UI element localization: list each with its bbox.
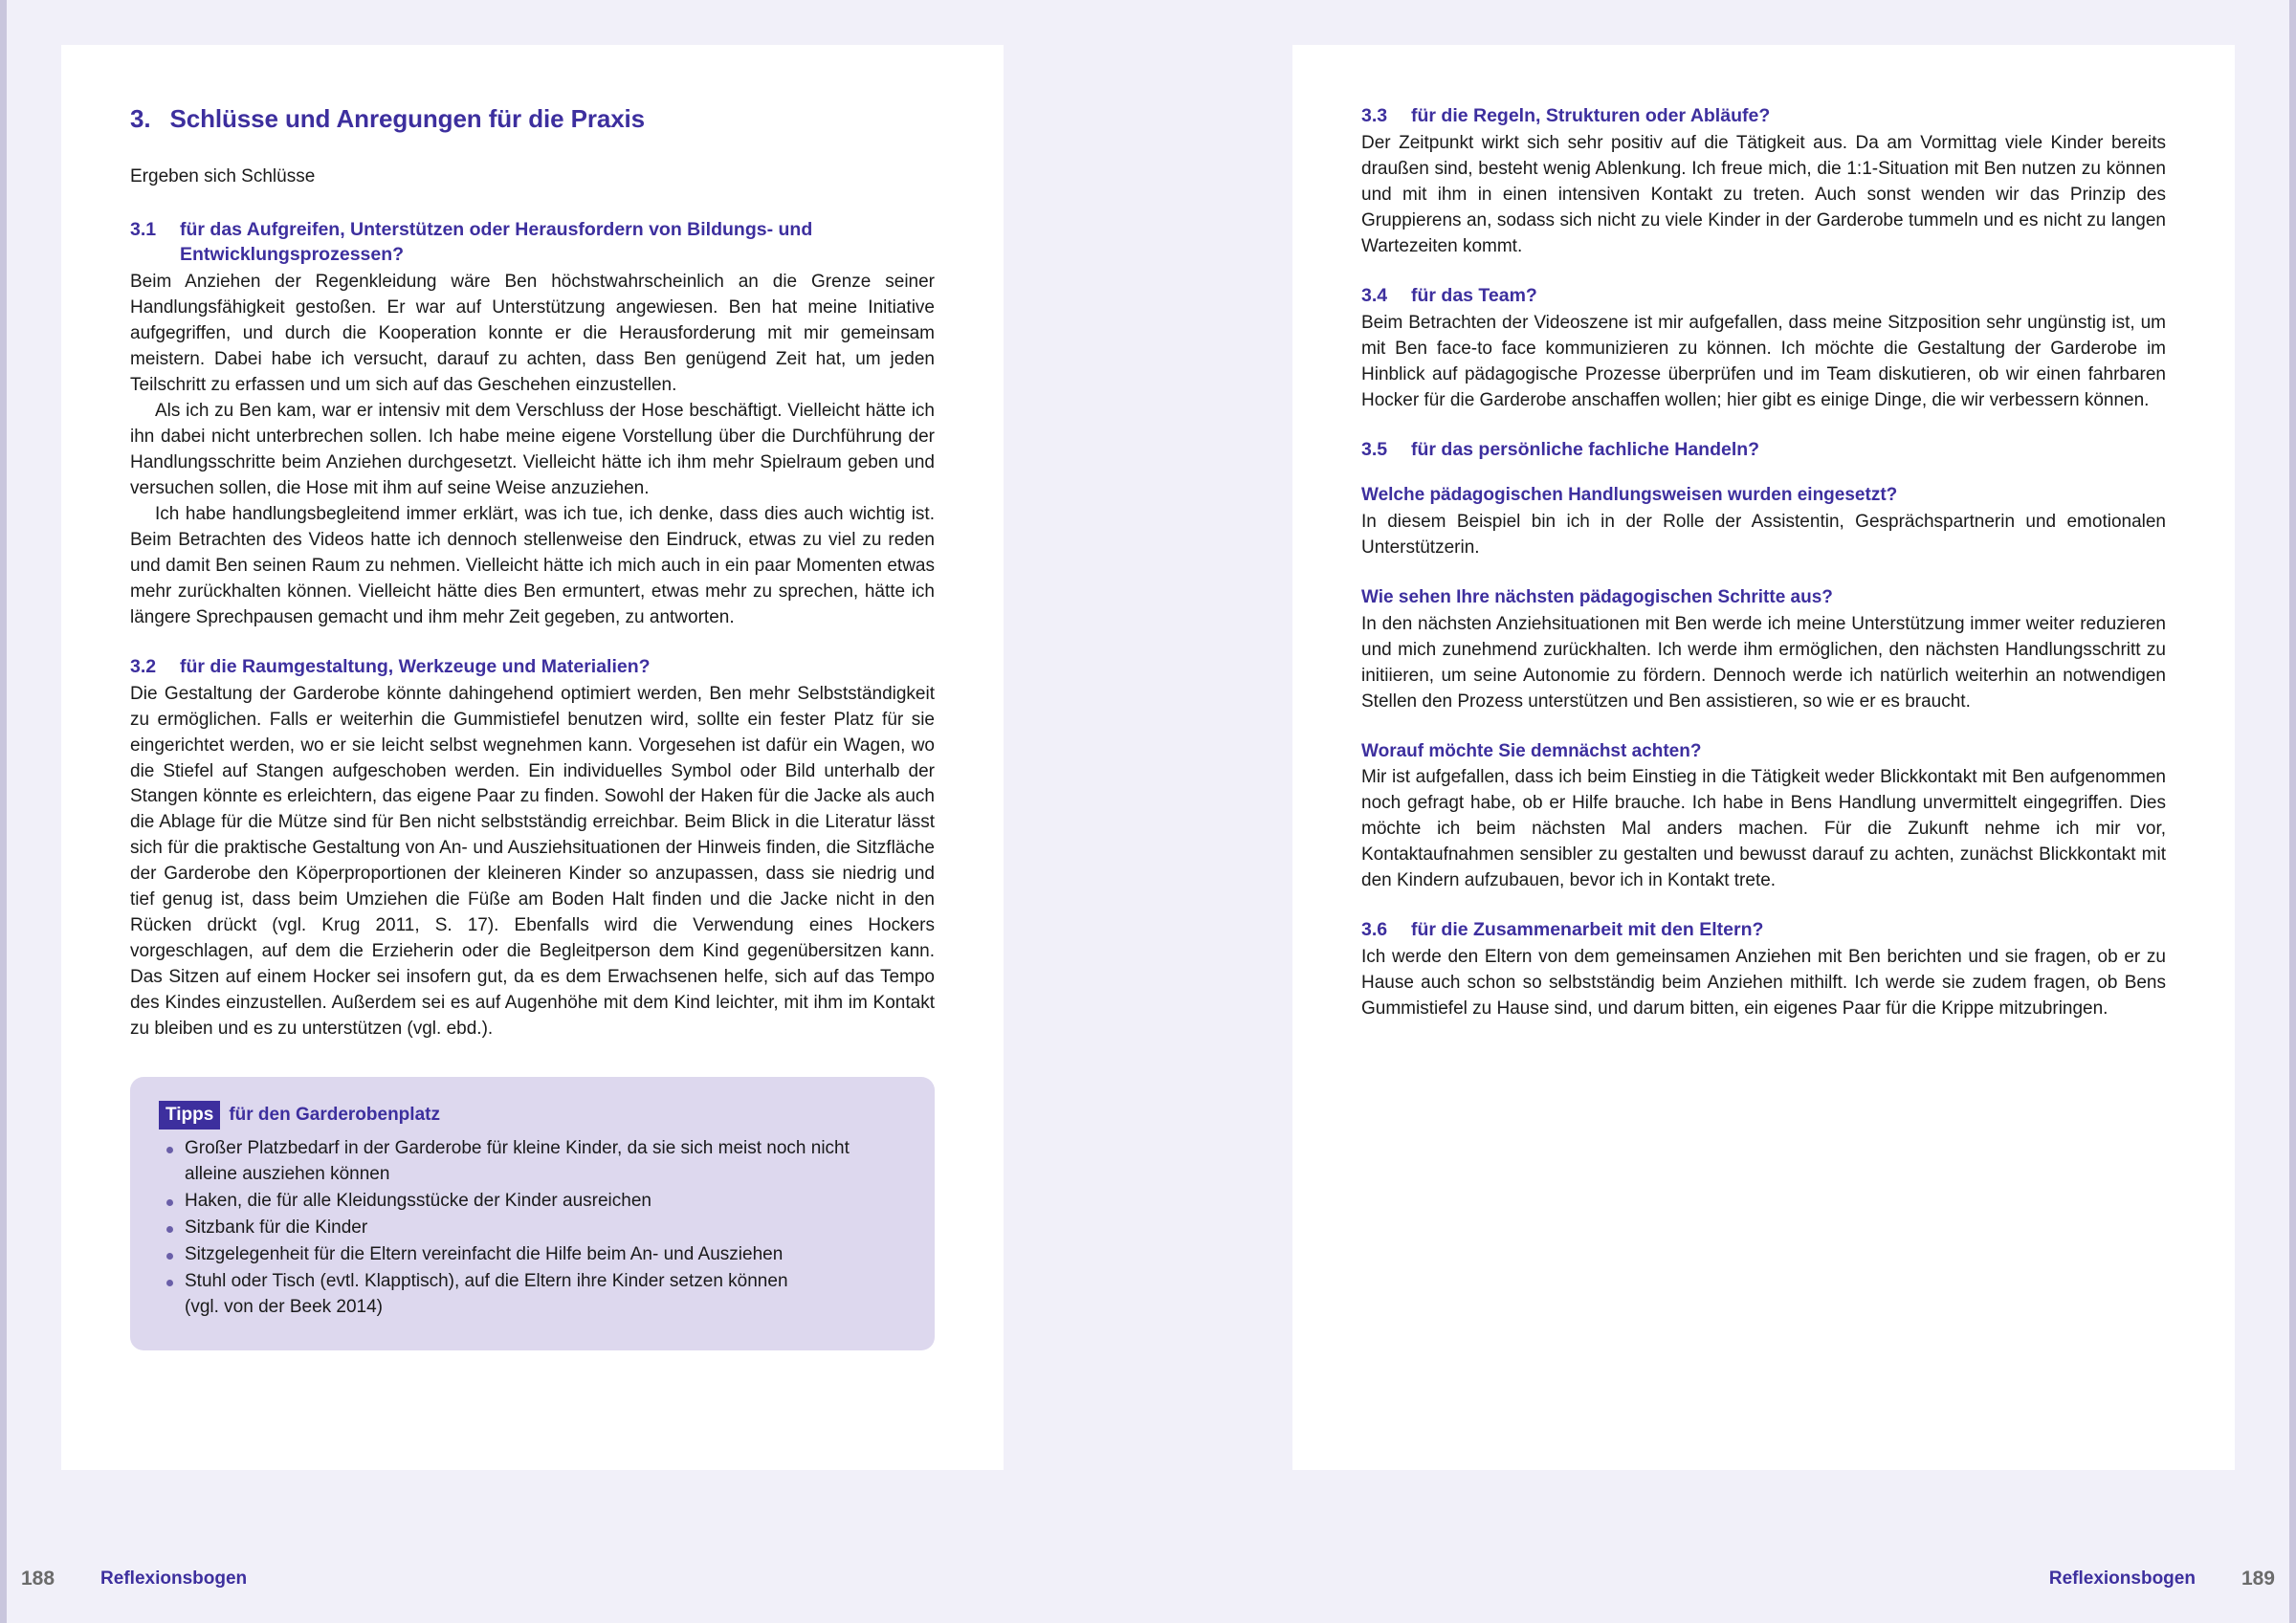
subsection-question: Worauf möchte Sie demnächst achten? bbox=[1361, 740, 1702, 761]
subsection-question: Wie sehen Ihre nächsten pädagogischen Schritte aus? bbox=[1361, 587, 1833, 608]
subsection-answer: Mir ist aufgefallen, dass ich beim Einstieg in die Tätigkeit weder Blickkontakt mit Ben aufgenommen noch gefragt habe, ob er Hilfe brauche. Ich habe in Bens Handlung unvermittelt eingegriffen. Dies möchte ich beim nächsten Mal anders machen. Für die Zukunft nehme ich mir vor, Kontaktaufnahmen sensibler zu gestalten und bewusst darauf zu achten, zunächst Blickkontakt mit den Kindern aufzubauen, bevor ich in Kontakt trete. bbox=[1361, 767, 2166, 891]
list-item bbox=[159, 1189, 906, 1215]
section-3-1-number: 3.1 bbox=[130, 219, 157, 241]
subsection-question: Welche pädagogischen Handlungsweisen wurden eingesetzt? bbox=[1361, 485, 1898, 506]
tipps-badge: Tipps bbox=[159, 1101, 220, 1130]
section-3-6-paragraph-1: Ich werde den Eltern von dem gemeinsamen Anziehen mit Ben berichten und sie fragen, ob er zu Hause auch schon so selbstständig beim Anziehen mithilft. Ich werde sie zudem fragen, ob Bens Gummistiefel zu Hause sind, und darum bitten, ein eigenes Paar für die Krippe mitzubringen. bbox=[1361, 946, 2166, 1019]
tipps-callout-box bbox=[130, 1077, 935, 1350]
section-3-4-paragraph-1: Beim Betrachten der Videoszene ist mir aufgefallen, dass meine Sitzposition sehr ungünstig ist, um mit Ben face-to face kommunizieren zu können. Ich möchte die Gestaltung der Garderobe im Hinblick auf pädagogische Prozesse überprüfen und im Team diskutieren, ob wir einen fahrbaren Hocker für die Garderobe anschaffen wollen; hier gibt es einige Dinge, die wir verbessern können. bbox=[1361, 312, 2166, 410]
section-3-1-paragraph-1: Beim Anziehen der Regenkleidung wäre Ben höchstwahrscheinlich an die Grenze seiner Handlungsfähigkeit gestoßen. Er war auf Unterstützung angewiesen. Ben hat meine Initiative aufgegriffen, und durch die Kooperation konnte er die Herausforderung mit mir gemeinsam meistern. Dabei habe ich versucht, darauf zu achten, dass Ben genügend Zeit hat, um jeden Teilschritt zu erfassen und um sich auf das Geschehen einzustellen. bbox=[130, 272, 935, 395]
section-3-6-heading bbox=[1361, 918, 2166, 943]
section-3-6 bbox=[1361, 918, 2166, 1022]
section-3-5-subsection-2 bbox=[1361, 585, 2166, 715]
section-3-5-title: für das persönliche fachliche Handeln? bbox=[1411, 438, 1760, 460]
running-head-right: Reflexionsbogen bbox=[2048, 1568, 2196, 1589]
footer-left bbox=[21, 1535, 247, 1623]
section-3-3-paragraph-1: Der Zeitpunkt wirkt sich sehr positiv auf die Tätigkeit aus. Da am Vormittag viele Kinder bereits draußen sind, besteht wenig Ablenkung. Ich freue mich, die 1:1-Situation mit Ben nutzen zu können und mit ihm in einen intensiven Kontakt zu treten. Auch sonst wenden wir das Prinzip des Gruppierens an, sodass sich nicht zu viele Kinder in der Garderobe tummeln und es nicht zu langen Wartezeiten kommt. bbox=[1361, 132, 2166, 256]
chapter-title bbox=[130, 104, 935, 135]
section-3-2-heading bbox=[130, 655, 935, 680]
list-item bbox=[159, 1269, 906, 1321]
section-3-2-number: 3.2 bbox=[130, 655, 157, 677]
section-3-5-heading bbox=[1361, 438, 2166, 463]
section-3-6-number: 3.6 bbox=[1361, 919, 1388, 941]
section-3-4 bbox=[1361, 284, 2166, 414]
tipps-list bbox=[159, 1136, 906, 1321]
section-3-1 bbox=[130, 218, 935, 630]
section-3-1-title: für das Aufgreifen, Unterstützen oder Herausfordern von Bildungs- und Entwicklungsprozessen? bbox=[180, 219, 813, 266]
section-3-1-paragraph-3: Ich habe handlungsbegleitend immer erklärt, was ich tue, ich denke, dass dies auch wichtig ist. Beim Betrachten des Videos hatte ich dennoch stellenweise den Eindruck, etwas zu viel zu reden und damit Ben seinen Raum zu nehmen. Vielleicht hätte ich mich auch in ein paar Momenten etwas mehr zurückhalten können. Vielleicht hätte dies Ben ermuntert, etwas mehr zu sprechen, hätte ich längere Sprechpausen gemacht und ihm mehr Zeit gegeben, zu antworten. bbox=[130, 503, 935, 627]
page-188 bbox=[61, 45, 1004, 1470]
section-3-5 bbox=[1361, 438, 2166, 463]
tipps-item-text: Haken, die für alle Kleidungsstücke der Kinder ausreichen bbox=[185, 1191, 651, 1212]
lead-line: Ergeben sich Schlüsse bbox=[130, 165, 316, 186]
list-item bbox=[159, 1136, 906, 1188]
left-edge-strip bbox=[0, 0, 7, 1623]
list-item bbox=[159, 1242, 906, 1268]
footer-right bbox=[2049, 1535, 2275, 1623]
section-3-2-paragraph-1: Die Gestaltung der Garderobe könnte dahingehend optimiert werden, Ben mehr Selbstständigkeit zu ermöglichen. Falls er weiterhin die Gummistiefel benutzen wird, sollte ein fester Platz für sie eingerichtet werden, wo er sie leicht selbst wegnehmen kann. Vorgesehen ist dafür ein Wagen, wo die Stiefel auf Stangen aufgeschoben werden. Ein individuelles Symbol oder Bild unterhalb der Stangen könnte es erleichtern, das eigene Paar zu finden. Sowohl der Haken für die Jacke als auch die Ablage für die Mütze sind für Ben nicht selbstständig erreichbar. Beim Blick in die Literatur lässt sich für die praktische Gestaltung von An- und Ausziehsituationen der Hinweis finden, die Sitzfläche der Garderobe den Köperproportionen der kleineren Kinder so anzupassen, dass sie niedrig und tief genug ist, dass beim Umziehen die Füße am Boden Halt finden und die Jacke nicht in den Rücken drückt (vgl. Krug 2011, S. 17). Ebenfalls wird die Verwendung eines Hockers vorgeschlagen, auf dem die Erzieherin oder die Begleitperson dem Kind gegenübersitzen kann. Das Sitzen auf einem Hocker sei insofern gut, da es dem Erwachsenen helfe, sich auf das Tempo des Kindes einzustellen. Außerdem sei es auf Augenhöhe mit dem Kind leichter, mit ihm im Kontakt zu bleiben und es zu unterstützen (vgl. ebd.). bbox=[130, 683, 935, 1040]
tipps-item-text: Großer Platzbedarf in der Garderobe für kleine Kinder, da sie sich meist noch nicht alleine ausziehen können bbox=[185, 1138, 850, 1185]
section-3-1-paragraph-2: Als ich zu Ben kam, war er intensiv mit dem Verschluss der Hose beschäftigt. Vielleicht hätte ich ihn dabei nicht unterbrechen sollen. Ich habe meine eigene Vorstellung über die Durchführung der Handlungsschritte beim Anziehen durchgesetzt. Vielleicht hätte ich ihm mehr Spielraum geben und versuchen sollen, die Hose mit ihm auf seine Weise anzuziehen. bbox=[130, 400, 935, 498]
page-189 bbox=[1292, 45, 2235, 1470]
tipps-item-text: Sitzbank für die Kinder bbox=[185, 1217, 368, 1239]
right-edge-strip bbox=[2289, 0, 2296, 1623]
section-3-4-heading bbox=[1361, 284, 2166, 309]
tipps-source: (vgl. von der Beek 2014) bbox=[185, 1296, 384, 1317]
running-head-left: Reflexionsbogen bbox=[100, 1568, 248, 1589]
section-3-3 bbox=[1361, 104, 2166, 260]
chapter-number: 3. bbox=[130, 104, 151, 133]
tipps-header bbox=[159, 1101, 906, 1130]
page-folio-right: 189 bbox=[2241, 1568, 2275, 1590]
section-3-3-number: 3.3 bbox=[1361, 105, 1388, 126]
section-3-2 bbox=[130, 655, 935, 1042]
section-3-4-title: für das Team? bbox=[1411, 284, 1537, 306]
section-3-3-title: für die Regeln, Strukturen oder Abläufe? bbox=[1411, 105, 1771, 126]
section-3-2-title: für die Raumgestaltung, Werkzeuge und Materialien? bbox=[180, 655, 651, 677]
chapter-title-text: Schlüsse und Anregungen für die Praxis bbox=[169, 104, 646, 133]
section-3-5-number: 3.5 bbox=[1361, 438, 1388, 460]
subsection-answer: In diesem Beispiel bin ich in der Rolle der Assistentin, Gesprächspartnerin und emotionalen Unterstützerin. bbox=[1361, 512, 2166, 559]
tipps-item-text: Sitzgelegenheit für die Eltern vereinfacht die Hilfe beim An- und Ausziehen bbox=[185, 1244, 784, 1265]
section-3-5-subsection-3 bbox=[1361, 739, 2166, 894]
section-3-5-subsection-1 bbox=[1361, 483, 2166, 561]
tipps-title: für den Garderobenplatz bbox=[229, 1105, 440, 1126]
tipps-item-text: Stuhl oder Tisch (evtl. Klapptisch), auf die Eltern ihre Kinder setzen können bbox=[185, 1271, 788, 1291]
section-3-1-heading bbox=[130, 218, 935, 268]
page-folio-left: 188 bbox=[21, 1568, 55, 1590]
list-item bbox=[159, 1216, 906, 1241]
section-3-3-heading bbox=[1361, 104, 2166, 129]
subsection-answer: In den nächsten Anziehsituationen mit Ben werde ich meine Unterstützung immer weiter reduzieren und mich zunehmend zurückhalten. Ich werde ihm ermöglichen, den nächsten Handlungsschritt zu initiieren, um seine Autonomie zu fördern. Dennoch werde ich natürlich weiterhin an notwendigen Stellen den Prozess unterstützen und Ben assistieren, so wie er es braucht. bbox=[1361, 613, 2166, 712]
section-3-4-number: 3.4 bbox=[1361, 284, 1388, 306]
section-3-6-title: für die Zusammenarbeit mit den Eltern? bbox=[1411, 919, 1764, 941]
